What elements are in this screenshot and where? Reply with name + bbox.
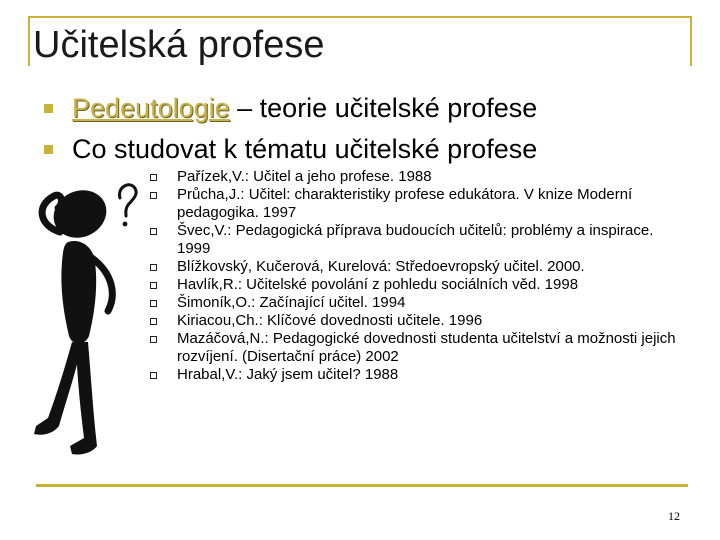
reference-item: Průcha,J.: Učitel: charakteristiky profese edukátora. V knize Moderní pedagogika. 1997 <box>150 186 690 222</box>
square-bullet-icon <box>44 145 53 154</box>
reference-item: Šimoník,O.: Začínající učitel. 1994 <box>150 294 690 312</box>
frame-top-rule <box>28 16 692 18</box>
reference-item: Švec,V.: Pedagogická příprava budoucích učitelů: problémy a inspirace. 1999 <box>150 222 690 258</box>
pedeutologie-term: Pedeutologie <box>72 93 230 123</box>
checkbox-bullet-icon <box>150 300 157 307</box>
frame-right-rule <box>690 16 692 66</box>
checkbox-bullet-icon <box>150 372 157 379</box>
main-bullet-text: Pedeutologie – teorie učitelské profese <box>72 93 538 123</box>
checkbox-bullet-icon <box>150 192 157 199</box>
reference-item: Mazáčová,N.: Pedagogické dovednosti studenta učitelství a možnosti jejich rozvíjení. (Disertační práce) 2002 <box>150 330 690 366</box>
square-bullet-icon <box>44 104 53 113</box>
slide-number: 12 <box>668 509 680 523</box>
checkbox-bullet-icon <box>150 228 157 235</box>
main-bullet-text: Co studovat k tématu učitelské profese <box>72 134 538 164</box>
reference-item: Pařízek,V.: Učitel a jeho profese. 1988 <box>150 168 690 186</box>
thinking-figure-icon <box>20 176 145 466</box>
frame-left-rule <box>28 16 30 66</box>
slide-title: Učitelská profese <box>33 24 325 66</box>
reference-list <box>150 168 690 384</box>
checkbox-bullet-icon <box>150 336 157 343</box>
reference-item: Havlík,R.: Učitelské povolání z pohledu sociálních věd. 1998 <box>150 276 690 294</box>
reference-item: Hrabal,V.: Jaký jsem učitel? 1988 <box>150 366 690 384</box>
reference-item: Kiriacou,Ch.: Klíčové dovednosti učitele. 1996 <box>150 312 690 330</box>
checkbox-bullet-icon <box>150 318 157 325</box>
footer-rule <box>36 484 688 487</box>
checkbox-bullet-icon <box>150 264 157 271</box>
checkbox-bullet-icon <box>150 282 157 289</box>
checkbox-bullet-icon <box>150 174 157 181</box>
reference-item: Blížkovský, Kučerová, Kurelová: Středoevropský učitel. 2000. <box>150 258 690 276</box>
